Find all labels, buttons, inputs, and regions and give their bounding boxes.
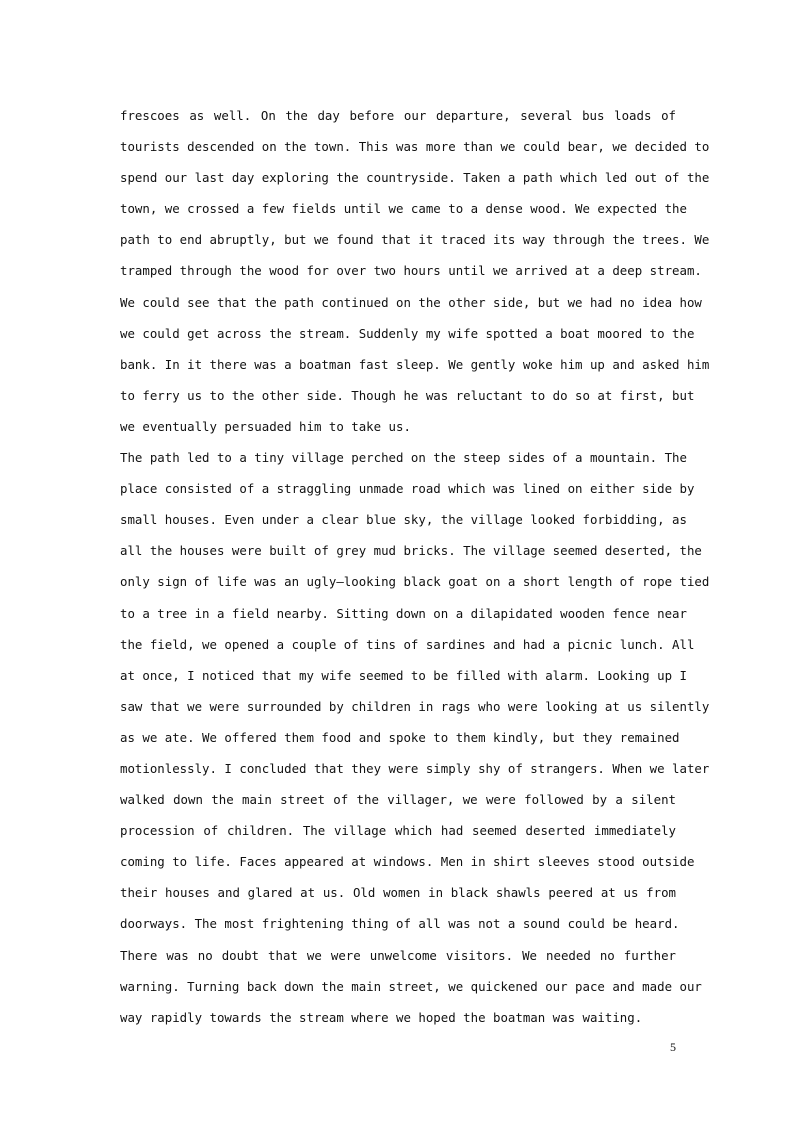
text-line: motionlessly. I concluded that they were simply shy of strangers. When we later xyxy=(120,760,710,776)
text-line: bank. In it there was a boatman fast sleep. We gently woke him up and asked him xyxy=(120,356,710,372)
paragraph-1 xyxy=(120,100,710,442)
paragraph-2 xyxy=(120,442,710,1033)
text-line: procession of children. The village which had seemed deserted immediately xyxy=(120,823,676,839)
text-line: tourists descended on the town. This was more than we could bear, we decided to xyxy=(120,139,710,155)
text-line: we eventually persuaded him to take us. xyxy=(120,418,411,434)
text-line: coming to life. Faces appeared at windows. Men in shirt sleeves stood outside xyxy=(120,854,695,870)
text-line: place consisted of a straggling unmade road which was lined on either side by xyxy=(120,481,695,497)
text-line: The path led to a tiny village perched on the steep sides of a mountain. The xyxy=(120,450,687,466)
text-line: small houses. Even under a clear blue sky, the village looked forbidding, as xyxy=(120,512,687,528)
text-line: the field, we opened a couple of tins of sardines and had a picnic lunch. All xyxy=(120,636,695,652)
text-line: as we ate. We offered them food and spoke to them kindly, but they remained xyxy=(120,729,680,745)
text-line: We could see that the path continued on the other side, but we had no idea how xyxy=(120,294,702,310)
text-line: way rapidly towards the stream where we hoped the boatman was waiting. xyxy=(120,1009,643,1025)
text-line: only sign of life was an ugly—looking black goat on a short length of rope tied xyxy=(120,574,710,590)
page-number: 5 xyxy=(670,1040,676,1054)
text-line: doorways. The most frightening thing of all was not a sound could be heard. xyxy=(120,916,680,932)
text-line: saw that we were surrounded by children in rags who were looking at us silently xyxy=(120,698,710,714)
text-line: we could get across the stream. Suddenly my wife spotted a boat moored to the xyxy=(120,325,695,341)
text-line: path to end abruptly, but we found that it traced its way through the trees. We xyxy=(120,232,710,248)
text-line: to a tree in a field nearby. Sitting down on a dilapidated wooden fence near xyxy=(120,605,687,621)
text-line: at once, I noticed that my wife seemed to be filled with alarm. Looking up I xyxy=(120,667,687,683)
text-line: There was no doubt that we were unwelcome visitors. We needed no further xyxy=(120,947,676,963)
text-line: all the houses were built of grey mud bricks. The village seemed deserted, the xyxy=(120,543,702,559)
text-line: spend our last day exploring the countryside. Taken a path which led out of the xyxy=(120,170,710,186)
text-line: walked down the main street of the villager, we were followed by a silent xyxy=(120,792,676,808)
text-line: to ferry us to the other side. Though he was reluctant to do so at first, but xyxy=(120,387,695,403)
text-line: town, we crossed a few fields until we came to a dense wood. We expected the xyxy=(120,201,687,217)
text-line: frescoes as well. On the day before our departure, several bus loads of xyxy=(120,108,676,123)
body-text xyxy=(120,100,710,1033)
text-line: warning. Turning back down the main street, we quickened our pace and made our xyxy=(120,978,702,994)
text-line: tramped through the wood for over two hours until we arrived at a deep stream. xyxy=(120,263,702,279)
text-line: their houses and glared at us. Old women in black shawls peered at us from xyxy=(120,885,676,901)
